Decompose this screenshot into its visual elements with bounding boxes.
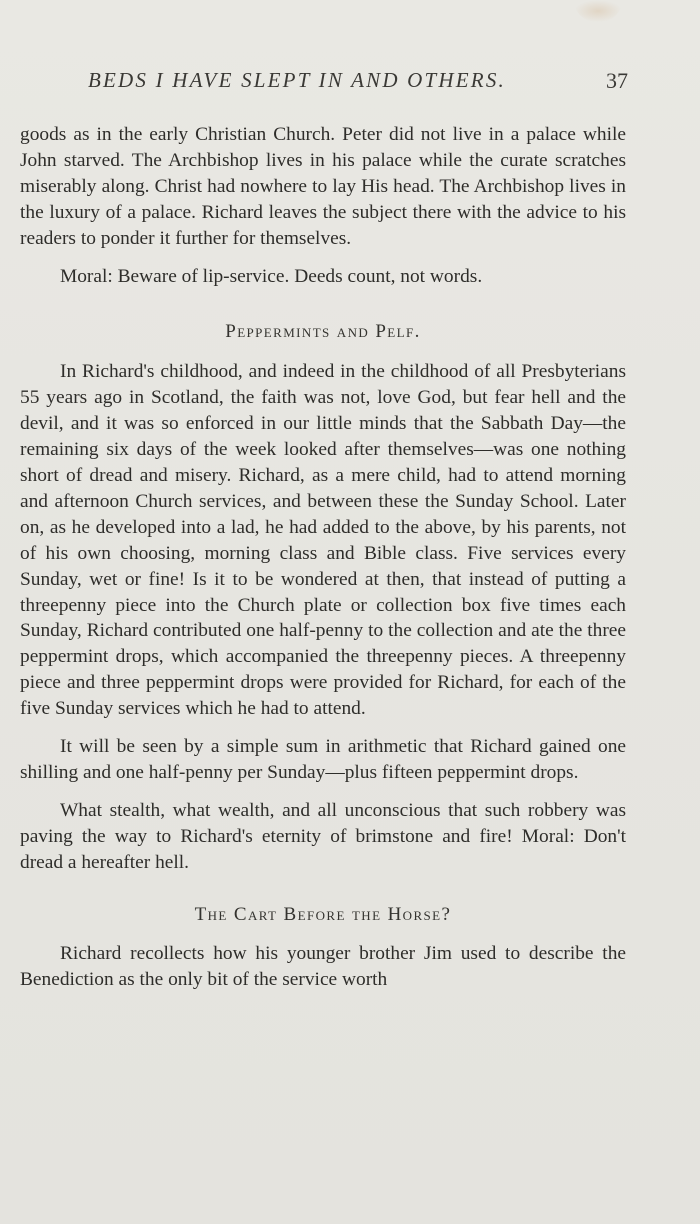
paper-stain bbox=[574, 0, 622, 22]
paragraph: goods as in the early Christian Church. Peter did not live in a palace while John starved. The Archbishop lives in his palace while the curate scratches miserably along. Christ had nowhere to lay His head. The Archbishop lives in the luxury of a palace. Richard leaves the subject there with the advice to his readers to ponder it further for themselves. bbox=[20, 124, 626, 249]
paragraph: What stealth, what wealth, and all unconscious that such robbery was paving the way to Richard's eternity of brimstone and fire! Moral: Don't dread a hereafter hell. bbox=[20, 799, 626, 873]
paragraph: It will be seen by a simple sum in arithmetic that Richard gained one shilling and one half-penny per Sunday—plus fifteen peppermint drops. bbox=[20, 736, 626, 783]
running-title: BEDS I HAVE SLEPT IN AND OTHERS. bbox=[88, 68, 506, 92]
section-heading-peppermints: Peppermints and Pelf. bbox=[225, 321, 421, 343]
section-heading-cart: The Cart Before the Horse? bbox=[194, 903, 452, 925]
page-number: 37 bbox=[606, 68, 628, 93]
paragraph: Richard recollects how his younger brother Jim used to describe the Benediction as the only bit of the service worth bbox=[20, 943, 626, 991]
body-text bbox=[20, 122, 626, 1005]
running-header bbox=[88, 68, 628, 102]
paragraph-moral: Moral: Beware of lip-service. Deeds count, not words. bbox=[60, 265, 483, 287]
paragraph: In Richard's childhood, and indeed in the childhood of all Presbyterians 55 years ago in Scotland, the faith was not, love God, but fear hell and the devil, and it was so enforced in our little minds that the Sabbath Day—the remaining six days of the week looked after themselves—was one nothing short of dread and misery. Richard, as a mere child, had to attend morning and afternoon Church services, and between these the Sunday School. Later on, as he developed into a lad, he had added to the above, by his parents, not of his own choosing, morning class and Bible class. Five services every Sunday, wet or fine! Is it to be wondered at then, that instead of putting a threepenny piece into the Church plate or collection box five times each Sunday, Richard contributed one half-penny to the collection and ate the three peppermint drops, which accompanied the threepenny pieces. A threepenny piece and three peppermint drops were provided for Richard, for each of the five Sunday services which he had to attend. bbox=[20, 361, 626, 720]
